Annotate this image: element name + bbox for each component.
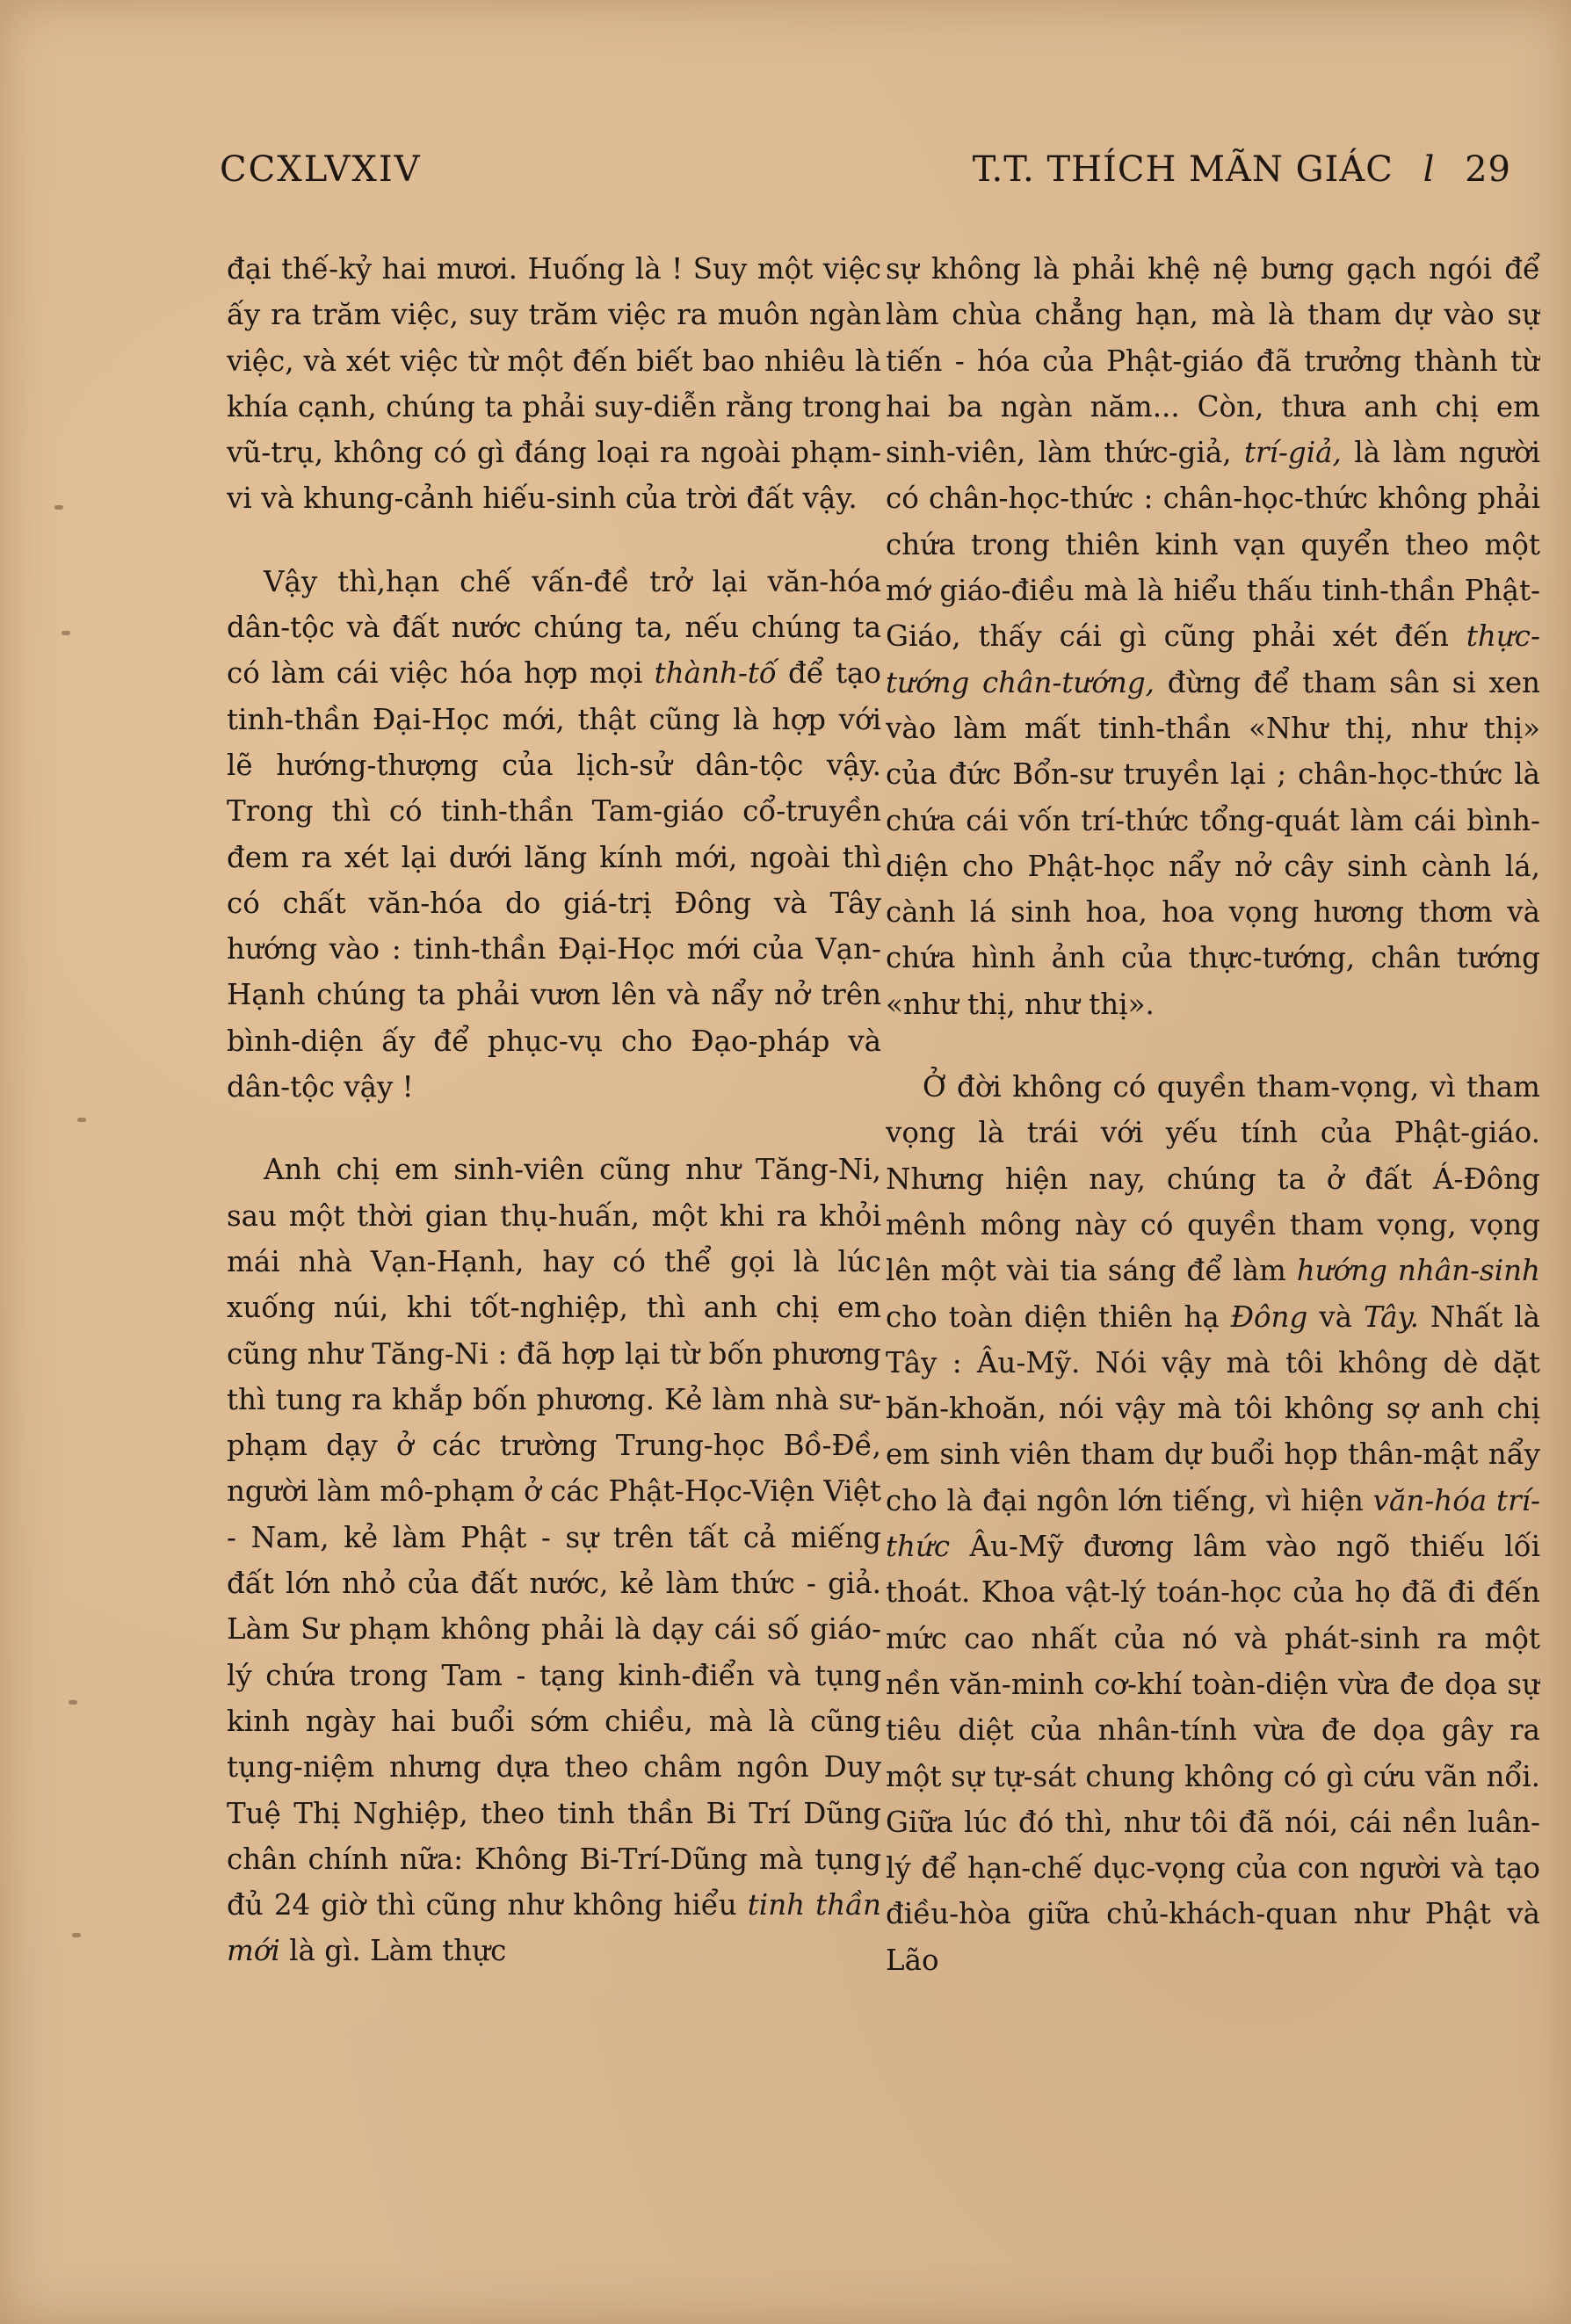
italic-term: trí-giả, — [1243, 436, 1342, 470]
italic-term: Đông — [1230, 1300, 1308, 1334]
paragraph — [227, 1147, 881, 1973]
italic-term: thực-tướng chân-tướng, — [886, 619, 1540, 699]
paragraph-text: Âu-Mỹ đương lâm vào ngõ thiếu lối thoát. Khoa vật-lý toán-học của họ đã đi đến mức cao nhất của nó và phát-sinh ra một nền văn-minh cơ-khí toàn-diện vừa đe dọa sự tiêu diệt của nhân-tính vừa đe dọa gây ra một sự tự-sát chung không có gì cứu vãn nổi. Giữa lúc đó thì, như tôi đã nói, cái nền luân-lý để hạn-chế dục-vọng của con người và tạo điều-hòa giữa chủ-khách-quan như Phật và Lão — [886, 1530, 1540, 1977]
left-column — [227, 246, 881, 2223]
paragraph — [227, 246, 881, 522]
paragraph-text: sự không là phải khệ nệ bưng gạch ngói để làm chùa chẳng hạn, mà là tham dự vào sự tiến - hóa của Phật-giáo đã trưởng thành từ hai ba ngàn năm... Còn, thưa anh chị em sinh-viên, làm thức-giả, — [886, 252, 1540, 470]
paragraph-text: là làm người có chân-học-thức : chân-học-thức không phải chứa trong thiên kinh vạn quyển theo một mớ giáo-điều mà là hiểu thấu tinh-thần Phật-Giáo, thấy cái gì cũng phải xét đến — [886, 436, 1540, 654]
italic-term: tinh thần mới — [227, 1888, 881, 1968]
header-right — [973, 149, 1511, 190]
paragraph-text: là gì. Làm thực — [289, 1934, 507, 1968]
margin-speck — [72, 1933, 81, 1937]
margin-speck — [62, 631, 70, 635]
margin-speck — [54, 505, 63, 510]
paragraph-text: cho toàn diện thiên hạ — [886, 1300, 1220, 1334]
italic-term: Tây. — [1364, 1300, 1419, 1334]
paragraph-text: và — [1319, 1300, 1353, 1334]
paragraph — [886, 1064, 1540, 1983]
margin-speck — [69, 1700, 77, 1705]
italic-term: hướng nhân-sinh — [1296, 1254, 1540, 1288]
paragraph-text: để tạo tinh-thần Đại-Học mới, thật cũng là hợp với lẽ hướng-thượng của lịch-sử dân-tộc vậy. Trong thì có tinh-thần Tam-giáo cổ-truyền đem ra xét lại dưới lăng kính mới, ngoài thì có chất văn-hóa do giá-trị Đông và Tây hướng vào : tinh-thần Đại-Học mới của Vạn-Hạnh chúng ta phải vươn lên và nẩy nở trên bình-diện ấy để phục-vụ cho Đạo-pháp và dân-tộc vậy ! — [227, 656, 881, 1104]
page-number: 29 — [1465, 149, 1511, 190]
paragraph-text: đừng để tham sân si xen vào làm mất tinh-thần «Như thị, như thị» của đức Bổn-sư truyền lại ; chân-học-thức là chứa cái vốn trí-thức tổng-quát làm cái bình-diện cho Phật-học nẩy nở cây sinh cành lá, cành lá sinh hoa, hoa vọng hương thơm và chứa hình ảnh của thực-tướng, chân tướng «như thị, như thị». — [886, 665, 1540, 1021]
paragraph-text: đại thế-kỷ hai mươi. Huống là ! Suy một việc ấy ra trăm việc, suy trăm việc ra muôn ngàn việc, và xét việc từ một đến biết bao nhiêu là khía cạnh, chúng ta phải suy-diễn rằng trong vũ-trụ, không có gì đáng loại ra ngoài phạm-vi và khung-cảnh hiếu-sinh của trời đất vậy. — [227, 252, 881, 516]
header-separator: l — [1423, 149, 1436, 190]
header-roman-numeral: CCXLVXIV — [220, 149, 422, 190]
paragraph — [886, 246, 1540, 1027]
right-column — [886, 246, 1540, 2223]
paragraph-text: Ở đời không có quyền tham-vọng, vì tham vọng là trái với yếu tính của Phật-giáo. Nhưng hiện nay, chúng ta ở đất Á-Đông mênh mông này có quyền tham vọng, vọng lên một vài tia sáng để làm — [886, 1070, 1540, 1288]
paragraph-text: Nhất là Tây : Âu-Mỹ. Nói vậy mà tôi không dè dặt băn-khoăn, nói vậy mà tôi không sợ anh chị em sinh viên tham dự buổi họp thân-mật nẩy cho là đại ngôn lớn tiếng, vì hiện — [886, 1300, 1540, 1517]
page-header — [220, 149, 1511, 202]
paragraph-text: Anh chị em sinh-viên cũng như Tăng-Ni, sau một thời gian thụ-huấn, một khi ra khỏi mái nhà Vạn-Hạnh, hay có thể gọi là lúc xuống núi, khi tốt-nghiệp, thì anh chị em cũng như Tăng-Ni : đã hợp lại từ bốn phương thì tung ra khắp bốn phương. Kẻ làm nhà sư-phạm dạy ở các trường Trung-học Bồ-Đề, người làm mô-phạm ở các Phật-Học-Viện Việt - Nam, kẻ làm Phật - sự trên tất cả miếng đất lớn nhỏ của đất nước, kẻ làm thức - giả. Làm Sư phạm không phải là dạy cái số giáo-lý chứa trong Tam - tạng kinh-điển và tụng kinh ngày hai buổi sớm chiều, mà là cũng tụng-niệm nhưng dựa theo châm ngôn Duy Tuệ Thị Nghiệp, theo tinh thần Bi Trí Dũng chân chính nữa: Không Bi-Trí-Dũng mà tụng đủ 24 giờ thì cũng như không hiểu — [227, 1153, 881, 1922]
italic-term: thành-tố — [654, 656, 777, 691]
italic-term: văn-hóa trí-thức — [886, 1483, 1540, 1564]
header-author: T.T. THÍCH MÃN GIÁC — [972, 149, 1394, 190]
paragraph — [227, 559, 881, 1111]
margin-speck — [77, 1118, 86, 1122]
paragraph-text: Vậy thì,hạn chế vấn-đề trở lại văn-hóa dân-tộc và đất nước chúng ta, nếu chúng ta có làm cái việc hóa hợp mọi — [227, 564, 881, 691]
